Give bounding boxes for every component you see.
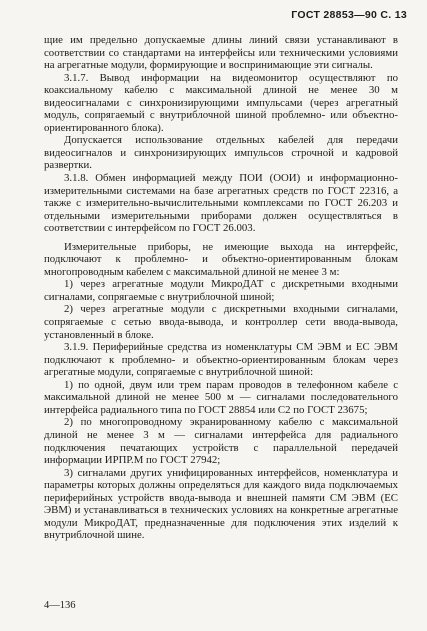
document-body — [44, 34, 398, 542]
paragraph-measuring-devices: Измерительные приборы, не имеющие выхода на интерфейс, подключают к проблемно- и объектно-ориентированным блокам многопроводным кабелем с максимальной длиной не менее 3 м: — [44, 240, 398, 278]
page-footer-label: 4—136 — [44, 600, 76, 611]
paragraph-3-1-8: 3.1.8. Обмен информацией между ПОИ (ООИ) и информационно-измерительными системами на базе агрегатных средств по ГОСТ 22316, а также с измерительно-вычислительными комплексами по ГОСТ 26.203 и отдельными измерительными приборами должен осуществляться в соответствии с интерфейсом по ГОСТ 26.003. — [44, 172, 398, 235]
paragraph-3-1-9: 3.1.9. Периферийные средства из номенклатуры СМ ЭВМ и ЕС ЭВМ подключают к проблемно- и объектно-ориентированным блокам через агрегатные модули, сопрягаемые с внутриблочной шиной: — [44, 341, 398, 379]
list-item-1: 1) по одной, двум или трем парам проводов в телефонном кабеле с максимальной длиной не менее 500 м — сигналами последовательного интерфейса радиального типа по ГОСТ 28854 или С2 по ГОСТ 23675; — [44, 378, 398, 416]
list-item-2: 2) по многопроводному экранированному кабелю с максимальной длиной не менее 3 м — сигналами интерфейса для радиального подключения печатающих устройств с параллельной передачей информации ИРПР.М по ГОСТ 27942; — [44, 416, 398, 467]
paragraph-continuation: щие им предельно допускаемые длины линий связи устанавливают в соответствии со стандартами на интерфейсы или техническими условиями на агрегатные модули, формирующие и воспринимающие эти сигналы. — [44, 34, 398, 72]
list-item-2: 2) через агрегатные модули с дискретными входными сигналами, сопрягаемые с сетью ввода-вывода, и контроллер сети ввода-вывода, установленный в блоке. — [44, 303, 398, 341]
paragraph-separate-cables: Допускается использование отдельных кабелей для передачи видеосигналов и синхронизирующих импульсов строчной и кадровой развертки. — [44, 134, 398, 172]
list-item-3: 3) сигналами других унифицированных интерфейсов, номенклатура и параметры которых должны определяться для каждого вида подключаемых периферийных устройств ввода-вывода и внешней памяти СМ ЭВМ (ЕС ЭВМ) и устанавливаться в технических условиях на конкретные агрегатные модули МикроДАТ, предназначенные для подключения этих изделий к внутриблочной шине. — [44, 466, 398, 542]
list-item-1: 1) через агрегатные модули МикроДАТ с дискретными входными сигналами, сопрягаемые с внутриблочной шиной; — [44, 278, 398, 303]
paragraph-3-1-7: 3.1.7. Вывод информации на видеомонитор осуществляют по коаксиальному кабелю с максимальной длиной не менее 30 м видеосигналами с синхронизирующими импульсами (через агрегатный модуль, сопрягаемый с внутриблочной шиной проблемно- или объектно-ориентированного блока). — [44, 71, 398, 134]
page-header: ГОСТ 28853—90 С. 13 — [291, 9, 407, 21]
